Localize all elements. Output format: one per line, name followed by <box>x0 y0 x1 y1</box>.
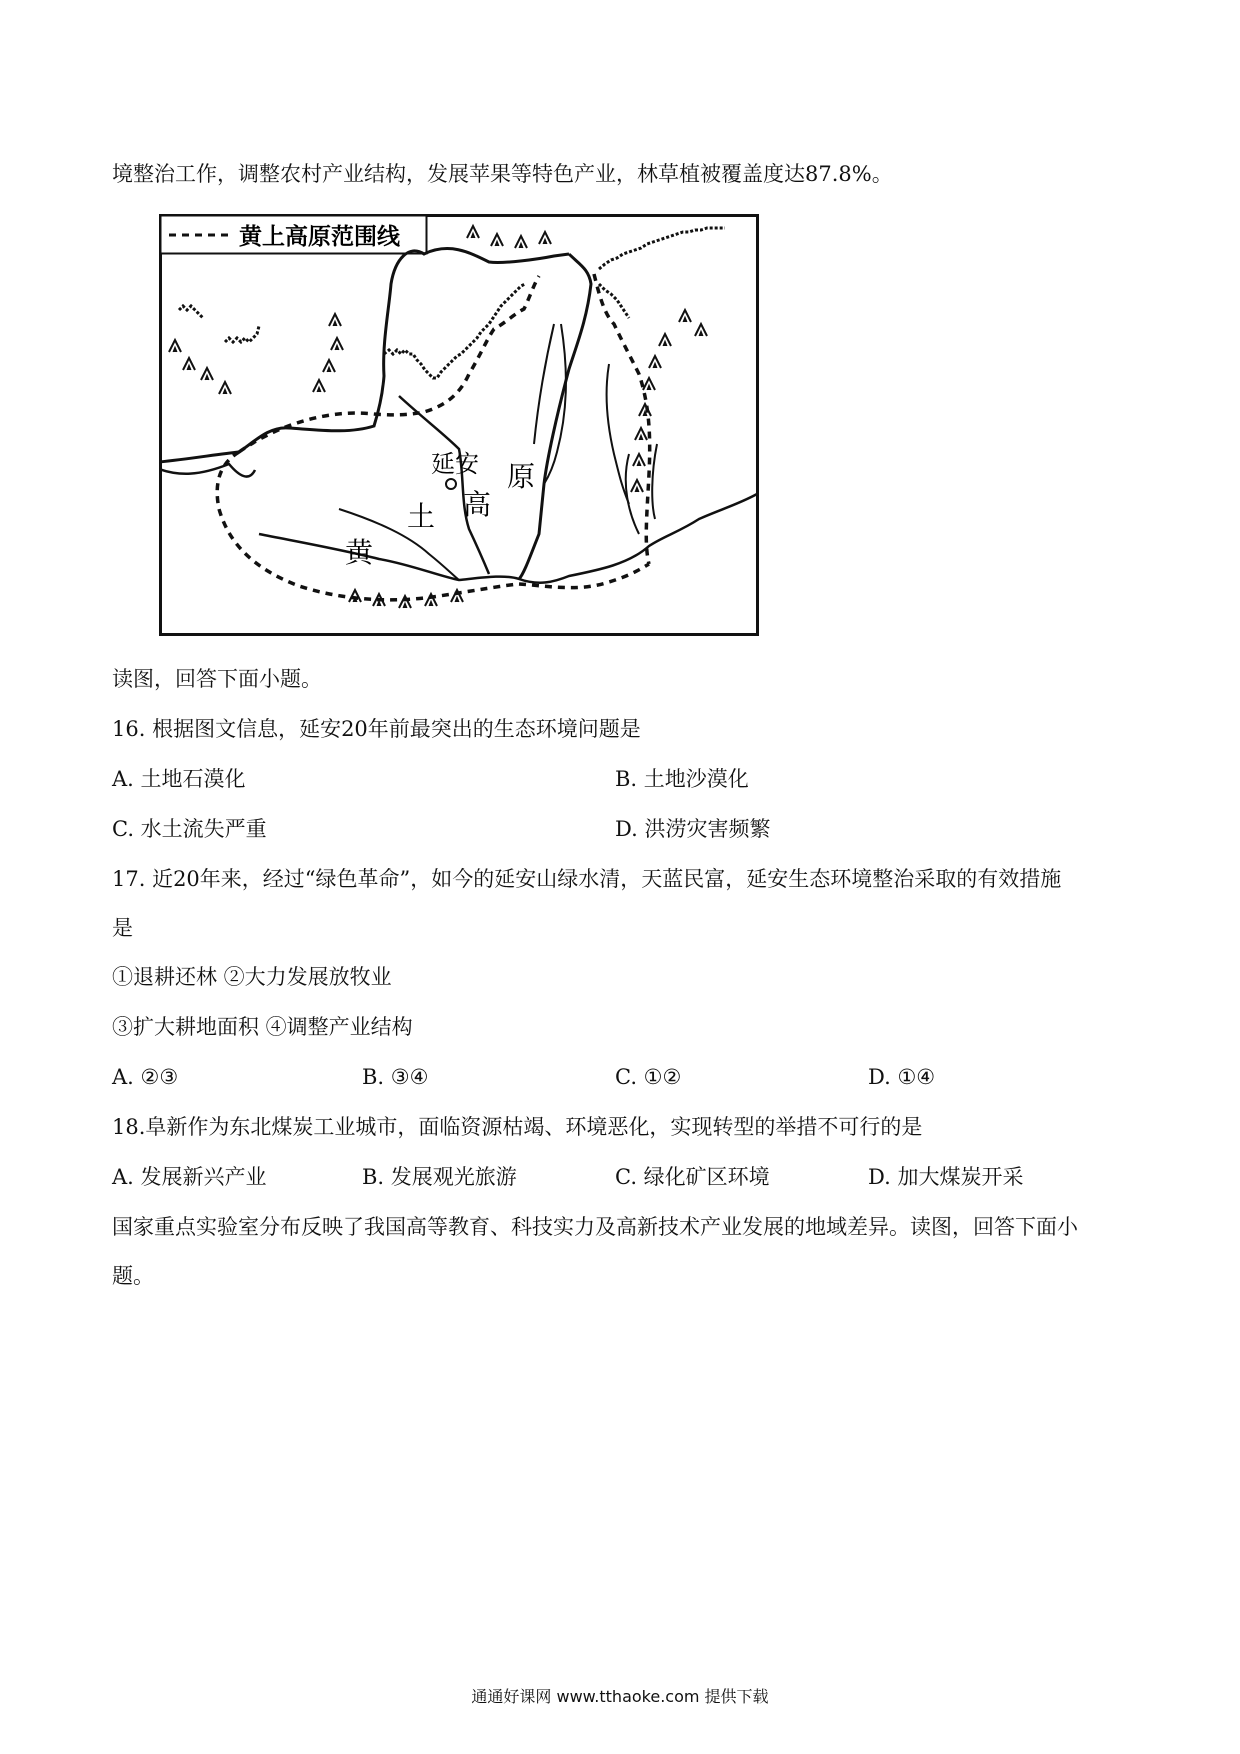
yanan-label: 延安 <box>431 450 479 478</box>
map-frame <box>161 216 758 635</box>
yanan-point <box>446 479 456 489</box>
q17-option-d[interactable]: D. ①④ <box>868 1065 936 1089</box>
q16-stem: 16. 根据图文信息，延安20年前最突出的生态环境问题是 <box>112 717 641 741</box>
q16-option-d[interactable]: D. 洪涝灾害频繁 <box>615 817 771 841</box>
q17-stem-line1: 17. 近20年来，经过“绿色革命”，如今的延安山绿水清，天蓝民富，延安生态环境整治采取的有效措施 <box>112 867 1062 891</box>
q17-items-line2: ③扩大耕地面积 ④调整产业结构 <box>112 1015 413 1039</box>
q18-option-b[interactable]: B. 发展观光旅游 <box>362 1165 517 1189</box>
intro-tail-text: 境整治工作，调整农村产业结构，发展苹果等特色产业，林草植被覆盖度达87.8%。 <box>112 162 893 186</box>
next-intro-line1: 国家重点实验室分布反映了我国高等教育、科技实力及高新技术产业发展的地域差异。读图，回答下面小 <box>112 1215 1078 1239</box>
q17-option-a[interactable]: A. ②③ <box>112 1065 179 1089</box>
map-legend-label: 黄上高原范围线 <box>239 223 400 250</box>
q17-stem-line2: 是 <box>112 916 133 940</box>
map-label-gao: 高 <box>463 488 492 521</box>
q18-stem: 18.阜新作为东北煤炭工业城市，面临资源枯竭、环境恶化，实现转型的举措不可行的是 <box>112 1115 923 1139</box>
q16-option-c[interactable]: C. 水土流失严重 <box>112 817 267 841</box>
page-footer[interactable]: 通通好课网 www.tthaoke.com 提供下载 <box>471 1687 769 1706</box>
q18-option-c[interactable]: C. 绿化矿区环境 <box>615 1165 770 1189</box>
q18-option-a[interactable]: A. 发展新兴产业 <box>112 1165 267 1189</box>
map-label-tu: 土 <box>407 500 436 533</box>
read-prompt: 读图，回答下面小题。 <box>112 667 322 691</box>
q17-option-c[interactable]: C. ①② <box>615 1065 682 1089</box>
next-intro-line2: 题。 <box>112 1264 154 1288</box>
map-label-huang: 黄 <box>345 536 374 569</box>
q17-option-b[interactable]: B. ③④ <box>362 1065 429 1089</box>
map-label-yuan: 原 <box>507 460 536 493</box>
q18-option-d[interactable]: D. 加大煤炭开采 <box>868 1165 1024 1189</box>
loess-plateau-map <box>159 214 759 636</box>
q17-items-line1: ①退耕还林 ②大力发展放牧业 <box>112 965 392 989</box>
q16-option-a[interactable]: A. 土地石漠化 <box>112 767 246 791</box>
q16-option-b[interactable]: B. 土地沙漠化 <box>615 767 749 791</box>
